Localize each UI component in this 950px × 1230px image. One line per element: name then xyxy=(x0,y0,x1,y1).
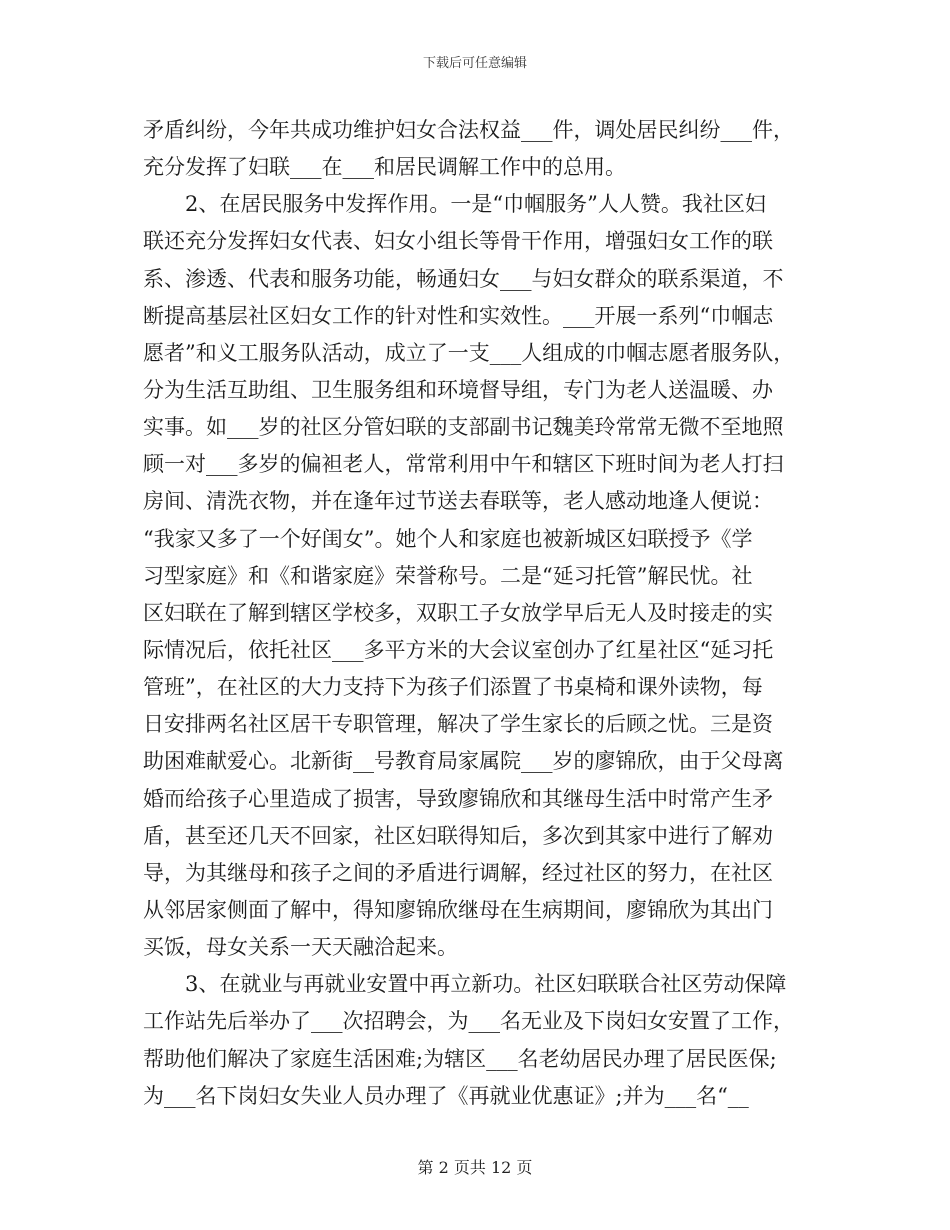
text-line: 买饭，母女关系一天天融洽起来。 xyxy=(143,935,458,960)
text-line: 助困难献爱心。北新街__号教育局家属院___岁的廖锦欣，由于父母离 xyxy=(143,749,784,774)
text-line: 实事。如___岁的社区分管妇联的支部副书记魏美玲常常无微不至地照 xyxy=(143,415,784,440)
text-line: 矛盾纠纷，今年共成功维护妇女合法权益___件，调处居民纠纷___件， xyxy=(143,118,794,142)
text-line: 愿者”和义工服务队活动，成立了一支___人组成的巾帼志愿者服务队， xyxy=(143,340,795,365)
text-line: 帮助他们解决了家庭生活困难;为辖区___名老幼居民办理了居民医保; xyxy=(143,1046,777,1071)
text-line: 房间、清洗衣物，并在逢年过节送去春联等，老人感动地逢人便说： xyxy=(143,489,773,514)
text-line: 断提高基层社区妇女工作的针对性和实效性。___开展一系列“巾帼志 xyxy=(143,303,774,328)
text-line: 顾一对___多岁的偏袒老人，常常利用中午和辖区下班时间为老人打扫 xyxy=(143,452,784,477)
text-line: 为___名下岗妇女失业人员办理了《再就业优惠证》;并为___名“__ xyxy=(143,1083,749,1108)
text-line: 从邻居家侧面了解中，得知廖锦欣继母在生病期间，廖锦欣为其出门 xyxy=(143,897,773,922)
text-line: 婚而给孩子心里造成了损害，导致廖锦欣和其继母生活中时常产生矛 xyxy=(143,786,773,811)
text-line: 充分发挥了妇联___在___和居民调解工作中的总用。 xyxy=(143,155,626,180)
page-footer: 第 2 页共 12 页 xyxy=(417,1158,533,1177)
text-line: 日安排两名社区居干专职管理，解决了学生家长的后顾之忧。三是资 xyxy=(143,712,773,737)
text-line: 习型家庭》和《和谐家庭》荣誉称号。二是“延习托管”解民忧。社 xyxy=(143,563,753,588)
text-line: 导，为其继母和孩子之间的矛盾进行调解，经过社区的努力，在社区 xyxy=(143,860,773,885)
text-line: 管班”，在社区的大力支持下为孩子们添置了书桌椅和课外读物，每 xyxy=(143,675,763,700)
text-line: 区妇联在了解到辖区学校多，双职工子女放学早后无人及时接走的实 xyxy=(143,600,773,625)
text-line: “我家又多了一个好闺女”。她个人和家庭也被新城区妇联授予《学 xyxy=(143,526,753,551)
text-line: 系、渗透、代表和服务功能，畅通妇女___与妇女群众的联系渠道，不 xyxy=(143,266,784,291)
text-line: 3、在就业与再就业安置中再立新功。社区妇联联合社区劳动保障 xyxy=(143,972,787,997)
text-line: 联还充分发挥妇女代表、妇女小组长等骨干作用，增强妇女工作的联 xyxy=(143,229,773,254)
text-line: 际情况后，依托社区___多平方米的大会议室创办了红星社区“延习托 xyxy=(143,637,774,662)
text-line: 工作站先后举办了___次招聘会，为___名无业及下岗妇女安置了工作， xyxy=(143,1009,794,1034)
text-line: 盾，甚至还几天不回家，社区妇联得知后，多次到其家中进行了解劝 xyxy=(143,823,773,848)
body-text xyxy=(143,112,803,1115)
text-line: 分为生活互助组、卫生服务组和环境督导组，专门为老人送温暖、办 xyxy=(143,377,773,402)
text-line: 2、在居民服务中发挥作用。一是“巾帼服务”人人赞。我社区妇 xyxy=(143,192,766,217)
page-header: 下载后可任意编辑 xyxy=(422,56,527,71)
